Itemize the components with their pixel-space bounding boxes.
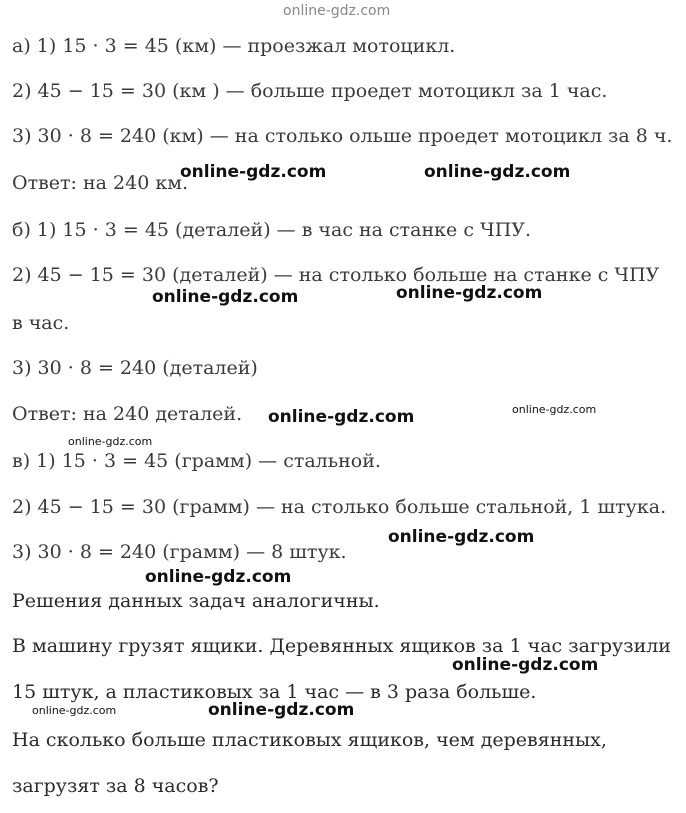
solution-c-step-3: 3) 30 · 8 = 240 (грамм) — 8 штук. <box>12 541 347 563</box>
problem-text-line-3: На сколько больше пластиковых ящиков, чем деревянных, <box>12 729 607 751</box>
solution-a-answer: Ответ: на 240 км. <box>12 172 189 194</box>
watermark: online-gdz.com <box>180 162 327 182</box>
watermark: online-gdz.com <box>396 283 543 303</box>
watermark: online-gdz.com <box>32 704 117 717</box>
problem-text-line-4: загрузят за 8 часов? <box>12 775 219 797</box>
solution-b-step-2-cont: в час. <box>12 312 70 334</box>
solution-a-step-1: а) 1) 15 · 3 = 45 (км) — проезжал мотоцикл. <box>12 35 456 57</box>
watermark: online-gdz.com <box>208 700 355 720</box>
solution-a-step-2: 2) 45 − 15 = 30 (км ) — больше проедет мотоцикл за 1 час. <box>12 80 608 102</box>
watermark: online-gdz.com <box>512 403 597 416</box>
solution-c-step-1: в) 1) 15 · 3 = 45 (грамм) — стальной. <box>12 450 381 472</box>
watermark: online-gdz.com <box>68 435 153 448</box>
solution-a-step-3: 3) 30 · 8 = 240 (км) — на столько ольше проедет мотоцикл за 8 ч. <box>12 125 673 147</box>
watermark: online-gdz.com <box>145 567 292 587</box>
conclusion-text: Решения данных задач аналогичны. <box>12 590 380 612</box>
watermark: online-gdz.com <box>424 162 571 182</box>
solution-b-step-3: 3) 30 · 8 = 240 (деталей) <box>12 357 258 379</box>
watermark: online-gdz.com <box>152 287 299 307</box>
solution-b-answer: Ответ: на 240 деталей. <box>12 403 243 425</box>
watermark: online-gdz.com <box>452 655 599 675</box>
solution-c-step-2: 2) 45 − 15 = 30 (грамм) — на столько больше стальной, 1 штука. <box>12 496 667 518</box>
watermark: online-gdz.com <box>388 527 535 547</box>
problem-text-line-2: 15 штук, а пластиковых за 1 час — в 3 раза больше. <box>12 681 537 703</box>
solution-b-step-1: б) 1) 15 · 3 = 45 (деталей) — в час на станке с ЧПУ. <box>12 219 532 241</box>
watermark-top: online-gdz.com <box>283 3 391 19</box>
problem-text-line-1: В машину грузят ящики. Деревянных ящиков за 1 час загрузили <box>12 635 671 657</box>
watermark: online-gdz.com <box>268 407 415 427</box>
solution-b-step-2: 2) 45 − 15 = 30 (деталей) — на столько больше на станке с ЧПУ <box>12 264 660 286</box>
